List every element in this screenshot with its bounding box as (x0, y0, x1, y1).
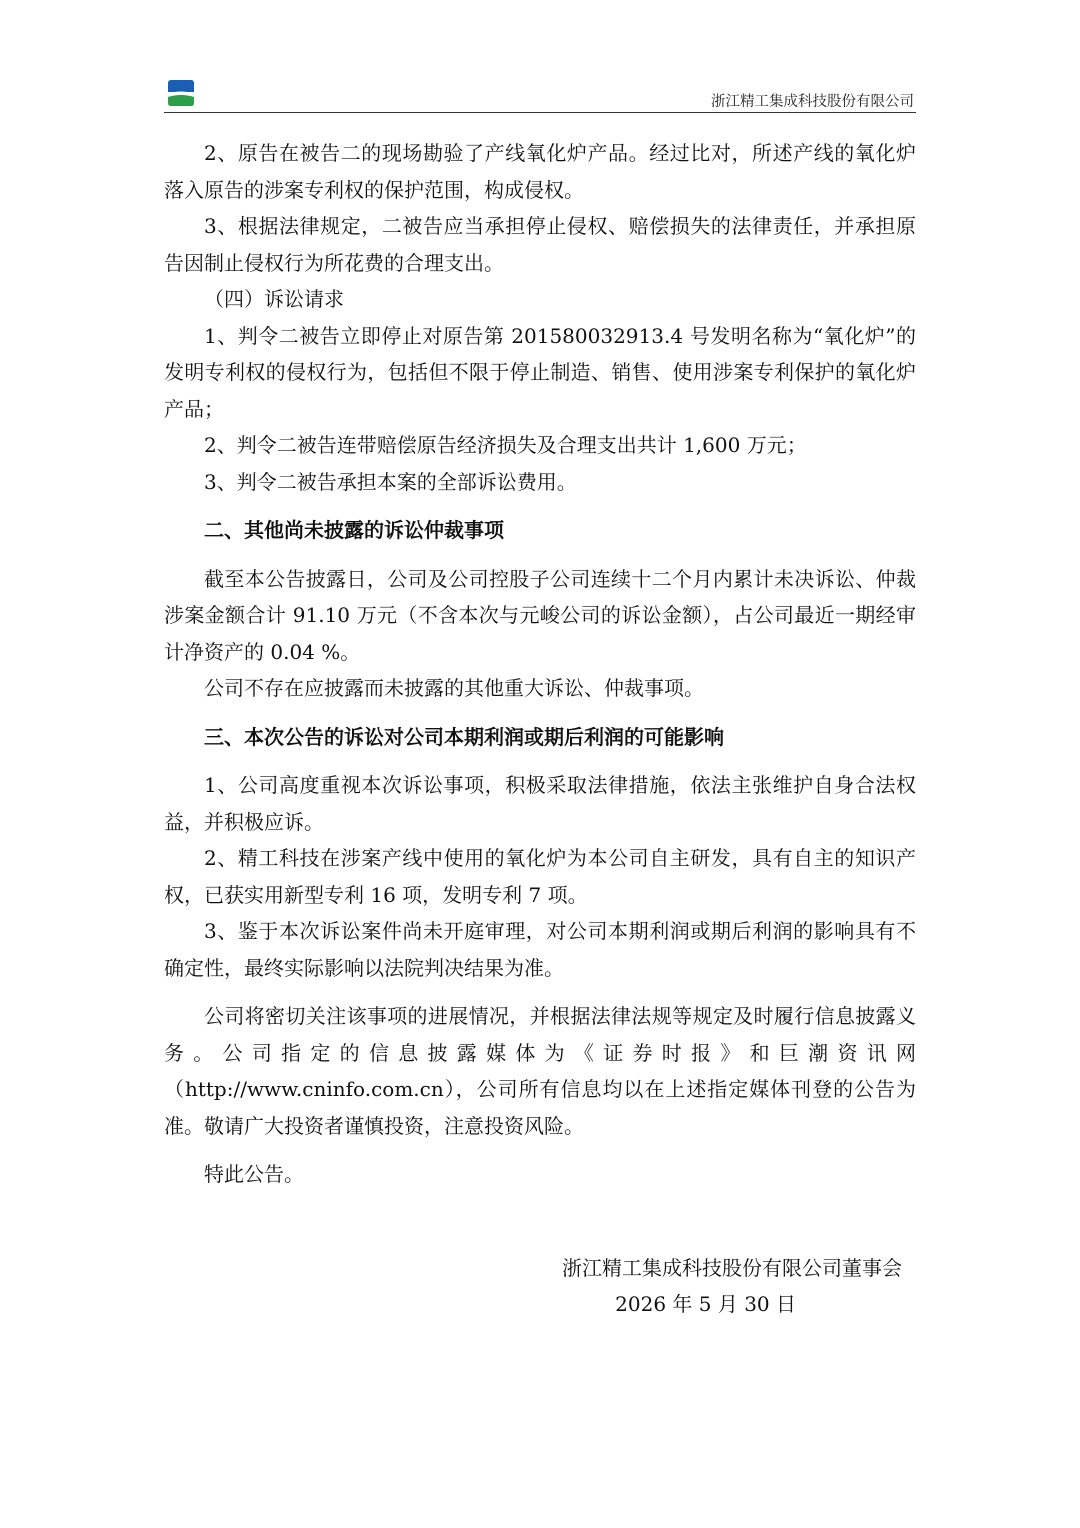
header-company-name: 浙江精工集成科技股份有限公司 (711, 94, 914, 110)
company-logo-icon (166, 78, 196, 108)
paragraph: 1、判令二被告立即停止对原告第 201580032913.4 号发明名称为“氧化炉”的发明专利权的侵权行为，包括但不限于停止制造、销售、使用涉案专利保护的氧化炉产品； (164, 323, 916, 421)
section-heading: 三、本次公告的诉讼对公司本期利润或期后利润的可能影响 (204, 724, 724, 749)
signature-date: 2026 年 5 月 30 日 (615, 1292, 796, 1316)
signature-block (164, 1250, 902, 1322)
paragraph: 2、判令二被告连带赔偿原告经济损失及合理支出共计 1,600 万元； (204, 433, 807, 457)
paragraph: 特此公告。 (204, 1162, 304, 1186)
paragraph: 截至本公告披露日，公司及公司控股子公司连续十二个月内累计未决诉讼、仲裁涉案金额合计 91.10 万元（不含本次与元峻公司的诉讼金额），占公司最近一期经审计净资产的 0.04 %。 (164, 566, 916, 664)
paragraph: 1、公司高度重视本次诉讼事项，积极采取法律措施，依法主张维护自身合法权益，并积极应诉。 (164, 773, 916, 834)
page-header (164, 76, 916, 113)
paragraph: （四）诉讼请求 (204, 287, 344, 311)
paragraph: 2、原告在被告二的现场勘验了产线氧化炉产品。经过比对，所述产线的氧化炉落入原告的涉案专利权的保护范围，构成侵权。 (164, 141, 916, 202)
paragraph: 2、精工科技在涉案产线中使用的氧化炉为本公司自主研发，具有自主的知识产权，已获实用新型专利 16 项，发明专利 7 项。 (164, 846, 916, 907)
paragraph: 3、根据法律规定，二被告应当承担停止侵权、赔偿损失的法律责任，并承担原告因制止侵权行为所花费的合理支出。 (164, 214, 916, 275)
paragraph: 3、判令二被告承担本案的全部诉讼费用。 (204, 469, 577, 494)
paragraph: 3、鉴于本次诉讼案件尚未开庭审理，对公司本期利润或期后利润的影响具有不确定性，最终实际影响以法院判决结果为准。 (164, 919, 916, 980)
paragraph: 公司将密切关注该事项的进展情况，并根据法律法规等规定及时履行信息披露义务。公司指定的信息披露媒体为《证券时报》和巨潮资讯网（http://www.cninfo.com.cn），公司所有信息均以在上述指定媒体刊登的公告为准。敬请广大投资者谨慎投资，注意投资风险。 (164, 1004, 916, 1138)
paragraph: 公司不存在应披露而未披露的其他重大诉讼、仲裁事项。 (204, 676, 704, 700)
signature-org: 浙江精工集成科技股份有限公司董事会 (562, 1256, 902, 1280)
document-body (164, 135, 916, 1193)
section-heading: 二、其他尚未披露的诉讼仲裁事项 (204, 518, 504, 542)
